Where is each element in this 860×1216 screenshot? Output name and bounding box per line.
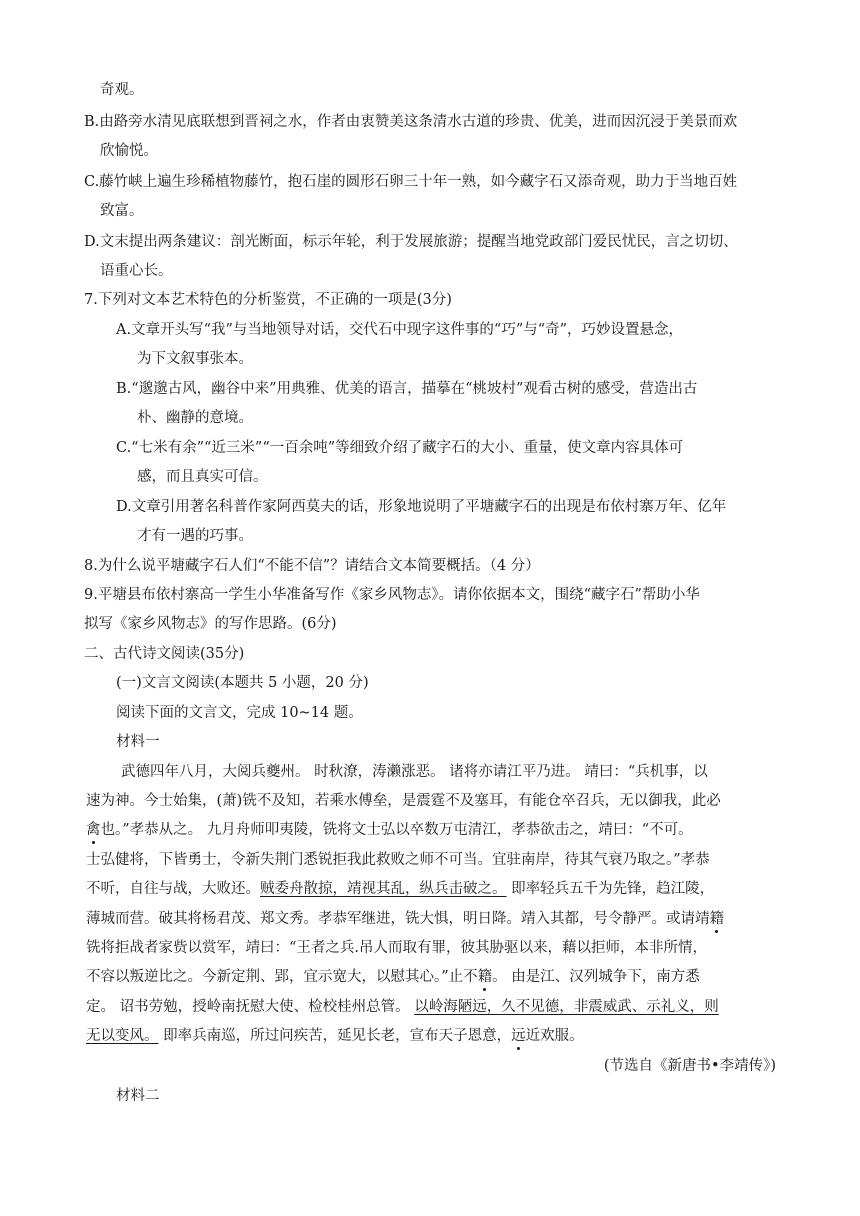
passage-text: 不容以叛逆比之。今新定荆、郢，宜示宽大，以慰其心。”止不: [86, 969, 478, 985]
passage-line: 士弘健将，下皆勇士，令新失荆门悉锐拒我此救败之师不可当。宜驻南岸，待其气衰乃取之。”孝恭: [86, 852, 710, 868]
material-two-label: 材料二: [116, 1088, 160, 1104]
passage-text: 薄城而营。破其将杨君茂、郑文秀。孝恭军继进，铣大惧，明日降。靖入其都，号令静严。或请靖: [86, 911, 710, 927]
underlined-sentence: 以岭海陋远，久不见德，非震威武、示礼义，则: [414, 999, 719, 1015]
q6-option-b: B.由路旁水清见底联想到晋祠之水，作者由衷赞美这条清水古道的珍贵、优美，进而因沉浸于美景而欢: [84, 114, 738, 130]
passage-line: [86, 967, 700, 987]
passage-text: 也。”孝恭从之。 九月舟师叩夷陵，铣将文士弘以卒数万屯清江，孝恭欲击之，靖曰：“不可。: [100, 822, 693, 838]
q7-option-a-cont: 为下文叙事张本。: [137, 351, 253, 367]
q7-option-a: A.文章开头写“我”与当地领导对话，交代石中现字这件事的“巧”与“奇”，巧妙设置悬念，: [116, 322, 684, 338]
emphasis-dot-char: 远: [511, 1028, 526, 1044]
material-one-label: 材料一: [116, 734, 160, 750]
passage-line: [86, 909, 724, 929]
passage-line: [86, 997, 719, 1017]
q6-option-d: D.文末提出两条建议：剖光断面，标示年轮，利于发展旅游；提醒当地党政部门爱民忧民，言之切切、: [84, 234, 738, 250]
passage-text: 定。 诏书劳勉，授岭南抚慰大使、检校桂州总管。: [86, 999, 415, 1015]
emphasis-dot-char: 籍: [709, 911, 724, 927]
subsection-heading: (一)文言文阅读(本题共 5 小题，20 分): [116, 675, 369, 691]
passage-text: 。 由是江、汉列城争下，南方悉: [492, 969, 700, 985]
passage-line: 速为神。今士始集，(萧)铣不及知，若乘水傅垒，是震霆不及塞耳，有能仓卒召兵，无以御我，此必: [86, 793, 721, 809]
passage-line: [86, 879, 714, 899]
passage-line: 铣将拒战者家赀以赏军，靖曰：“王者之兵.吊人而取有罪，彼其胁驱以来，藉以拒师，本非所情，: [86, 940, 708, 956]
q9-stem: 9.平塘县布依村寨高一学生小华准备写作《家乡风物志》。请你依据本文，围绕“藏字石”帮助小华: [84, 587, 700, 603]
section-heading: 二、古代诗文阅读(35分): [84, 646, 245, 662]
passage-text: 近欢服。: [525, 1028, 584, 1044]
underlined-sentence: 贼委舟散掠，靖视其乱，纵兵击破之。: [260, 881, 507, 897]
q6-option-c: C.藤竹峡上遍生珍稀植物藤竹，抱石崖的圆形石卵三十年一熟，如今藏字石又添奇观，助力于当地百姓: [84, 174, 738, 190]
reading-instruction: 阅读下面的文言文，完成 10~14 题。: [116, 705, 363, 721]
q6-option-c-cont: 致富。: [100, 203, 144, 219]
emphasis-dot-char: 籍: [477, 969, 493, 985]
q7-stem: 7.下列对文本艺术特色的分析鉴赏，不正确的一项是(3分): [84, 292, 452, 308]
q8-stem: 8.为什么说平塘藏字石人们“不能不信”？请结合文本简要概括。（4 分）: [84, 558, 540, 574]
q7-option-c: C.“七米有余”“近三米”“一百余吨”等细致介绍了藏字石的大小、重量，使文章内容具体可: [116, 440, 684, 456]
passage-line: 武德四年八月，大阅兵夔州。 时秋潦，涛濑涨恶。 诸将亦请江平乃进。 靖曰：“兵机事，以: [121, 764, 708, 780]
q6-option-b-cont: 欣愉悦。: [100, 143, 158, 159]
passage-text: 即率轻兵五千为先锋，趋江陵，: [506, 881, 715, 897]
q9-stem-cont: 拟写《家乡风物志》的写作思路。(6分): [84, 616, 337, 632]
passage-text: 即率兵南巡，所过问疾苦，延见长老，宣布天子恩意，: [158, 1028, 512, 1044]
q7-option-d-cont: 才有一遇的巧事。: [137, 528, 253, 544]
passage-text: 不听，自往与战，大败还。: [86, 881, 260, 897]
q7-option-d: D.文章引用著名科普作家阿西莫夫的话，形象地说明了平塘藏字石的出现是布依村寨万年、亿年: [116, 499, 727, 515]
source-citation: (节选自《新唐书•李靖传》): [603, 1058, 776, 1074]
q6-option-d-cont: 语重心长。: [100, 263, 173, 279]
q7-option-b-cont: 朴、幽静的意境。: [137, 410, 253, 426]
q7-option-c-cont: 感，而且真实可信。: [137, 469, 268, 485]
q6-option-a-cont: 奇观。: [100, 82, 144, 98]
passage-line: [86, 820, 693, 840]
passage-line: [86, 1026, 584, 1046]
underlined-sentence: 无以变风。: [86, 1028, 159, 1044]
q7-option-b: B.“邈邈古风，幽谷中来”用典雅、优美的语言，描摹在“桃坡村”观看古树的感受，营造出古: [116, 381, 698, 397]
emphasis-dot-char: 禽: [86, 822, 101, 838]
